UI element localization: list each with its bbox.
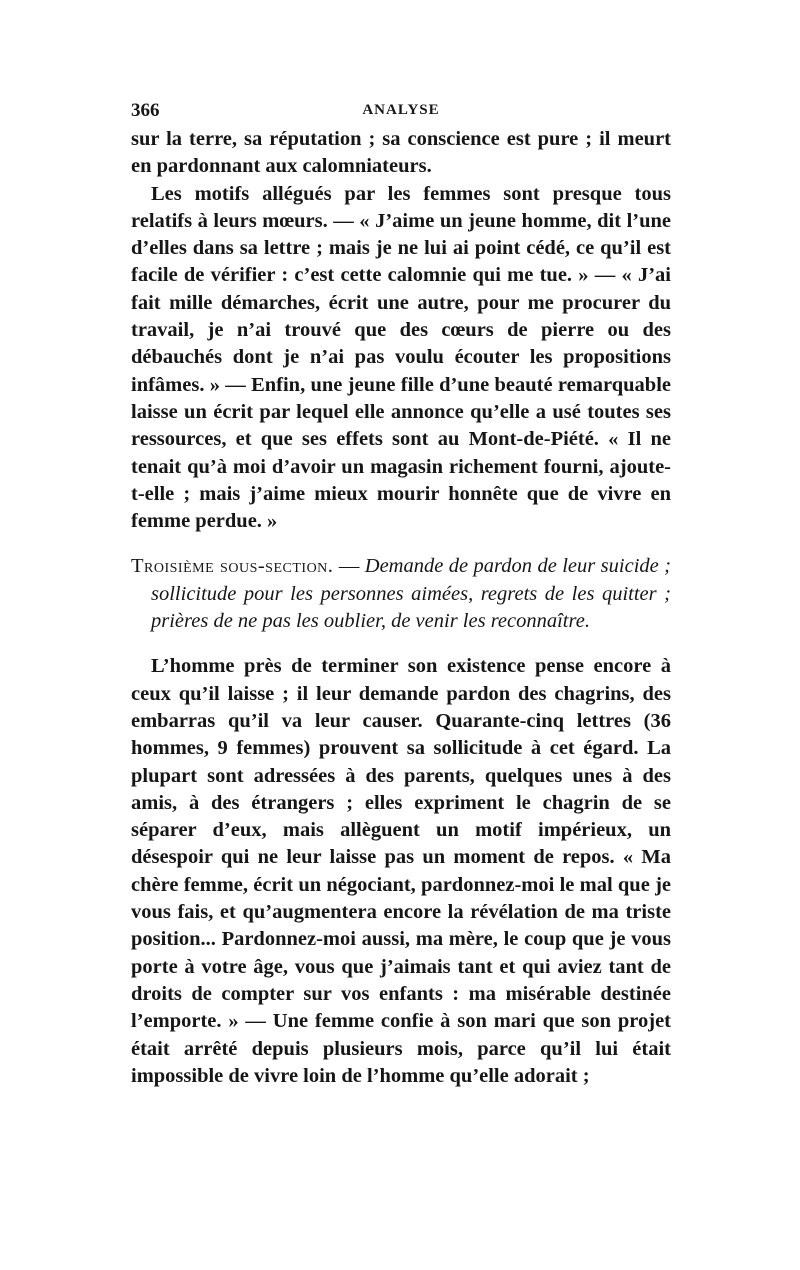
- subsection-dash: —: [333, 555, 365, 578]
- subsection-label: Troisième sous-section.: [131, 555, 334, 578]
- subsection-title: Demande de pardon de leur suicide ; sollicitude pour les personnes aimées, regrets de les quitter ; prières de ne pas les oublier, de venir les reconnaître.: [151, 555, 671, 633]
- running-head: ANALYSE: [362, 102, 440, 118]
- paragraph-women-motives: Les motifs allégués par les femmes sont presque tous relatifs à leurs mœurs. — « J’aime un jeune homme, dit l’une d’elles dans sa lettre ; mais je ne lui ai point cédé, ce qu’il est facile de vérifier : c’est cette calomnie qui me tue. » — « J’ai fait mille démarches, écrit une autre, pour me procurer du travail, je n’ai trouvé que des cœurs de pierre ou des débauchés dont je n’ai pas voulu écouter les propositions infâmes. » — Enfin, une jeune fille d’une beauté remarquable laisse un écrit par lequel elle annonce qu’elle a usé toutes ses ressources, et que ses effets sont au Mont-de-Piété. « Il ne tenait qu’à moi d’avoir un magasin richement fourni, ajoute-t-elle ; mais j’aime mieux mourir honnête que de vivre en femme perdue. »: [131, 182, 671, 533]
- book-page: [131, 100, 671, 1090]
- page-header: [131, 100, 671, 126]
- paragraph-continuation: sur la terre, sa réputation ; sa conscience est pure ; il meurt en pardonnant aux calomniateurs.: [131, 128, 671, 178]
- subsection-heading: [131, 553, 671, 635]
- page-number: 366: [131, 100, 160, 121]
- paragraph-pardon-requests: L’homme près de terminer son existence pense encore à ceux qu’il laisse ; il leur demande pardon des chagrins, des embarras qu’il va leur causer. Quarante-cinq lettres (36 hommes, 9 femmes) prouvent sa sollicitude à cet égard. La plupart sont adressées à des parents, quelques unes à des amis, à des étrangers ; elles expriment le chagrin de se séparer d’eux, mais allèguent un motif impérieux, un désespoir qui ne leur laisse pas un moment de repos. « Ma chère femme, écrit un négociant, pardonnez-moi le mal que je vous fais, et qu’augmentera encore la révélation de ma triste position... Pardonnez-moi aussi, ma mère, le coup que je vous porte à votre âge, vous que j’aimais tant et qui aviez tant de droits de compter sur vos enfants : ma misérable destinée l’emporte. » — Une femme confie à son mari que son projet était arrêté depuis plusieurs mois, parce qu’il lui était impossible de vivre loin de l’homme qu’elle adorait ;: [131, 655, 671, 1087]
